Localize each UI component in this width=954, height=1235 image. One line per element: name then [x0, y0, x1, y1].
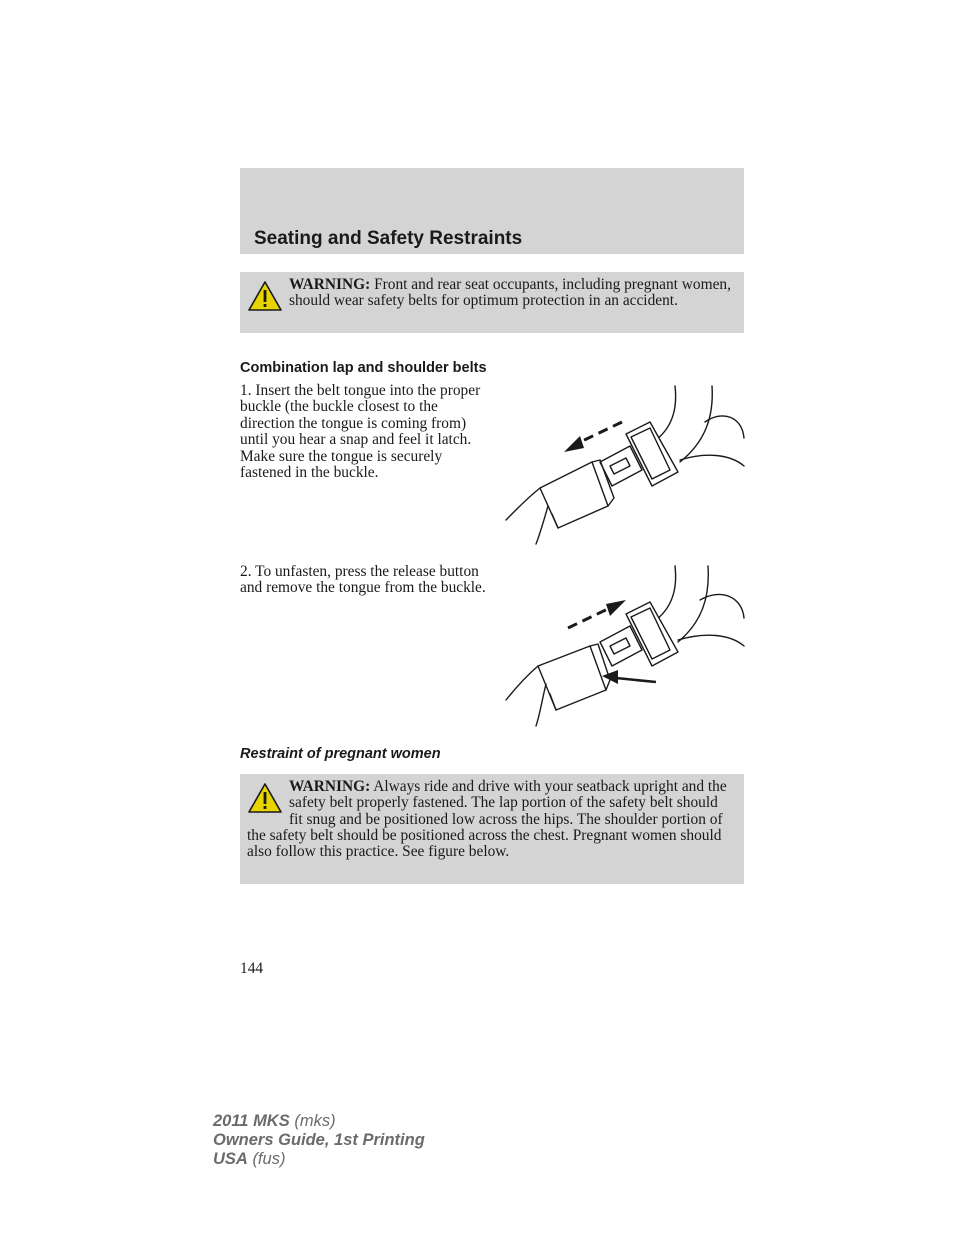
footer-market: USA — [213, 1150, 248, 1168]
footer-model-code: (mks) — [294, 1112, 336, 1130]
warning-text: Front and rear seat occupants, including pregnant women, should wear safety belts for optimum protection in an accident. — [289, 276, 731, 310]
warning-triangle-icon — [247, 280, 283, 312]
footer-line-model — [213, 1112, 425, 1131]
warning-box-seat-occupants — [240, 272, 744, 333]
document-footer — [213, 1112, 425, 1169]
warning-text: Always ride and drive with your seatback upright and the safety belt properly fastened. The lap portion of the safety belt should fit snug and be positioned low across the hips. The shoulder portion of the safety belt should be positioned across the chest. Pregnant women should also follow this practice. See figure below. — [247, 778, 727, 861]
step-2-text: 2. To unfasten, press the release button and remove the tongue from the buckle. — [240, 563, 486, 597]
footer-model: 2011 MKS — [213, 1112, 290, 1130]
subheading-pregnant-women: Restraint of pregnant women — [240, 746, 441, 762]
footer-market-code: (fus) — [252, 1150, 286, 1168]
warning-box-pregnant-women — [240, 774, 744, 884]
page-number: 144 — [240, 960, 264, 977]
section-header-band — [240, 168, 744, 254]
warning-label: WARNING: — [289, 276, 371, 293]
step-1-text: 1. Insert the belt tongue into the proper buckle (the buckle closest to the direction the tongue is coming from) until you hear a snap and feel it latch. Make sure the tongue is securely fastened in the buckle. — [240, 382, 481, 482]
footer-guide: Owners Guide, 1st Printing — [213, 1131, 425, 1149]
seatbelt-release-illustration — [500, 562, 750, 732]
footer-line-guide — [213, 1131, 425, 1150]
warning-label: WARNING: — [289, 778, 371, 795]
subheading-combination-belts: Combination lap and shoulder belts — [240, 360, 487, 376]
section-title: Seating and Safety Restraints — [254, 228, 523, 249]
warning-triangle-icon — [247, 782, 283, 814]
footer-line-market — [213, 1150, 425, 1169]
seatbelt-fasten-illustration — [500, 382, 750, 552]
